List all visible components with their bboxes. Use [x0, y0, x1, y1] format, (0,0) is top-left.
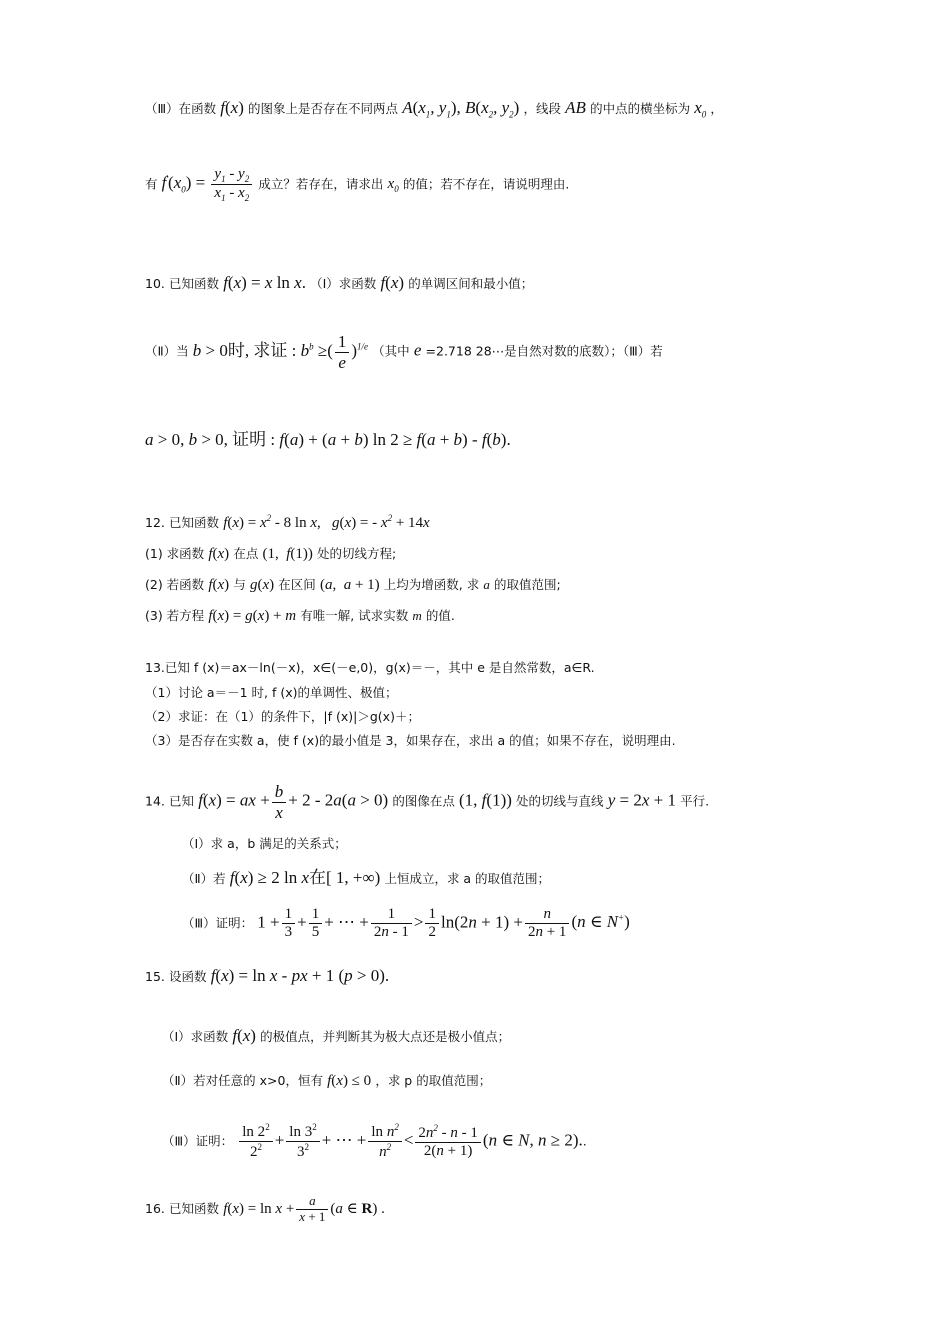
- text: 在点: [233, 546, 259, 561]
- p13-line1: （1）讨论 a＝－1 时, f (x)的单调性、极值；: [145, 685, 398, 700]
- text: ，线段: [523, 101, 561, 116]
- math-exponent: )$^{1/e}$: [351, 340, 369, 360]
- math-gt: >: [413, 912, 424, 932]
- p9-part3-line1: [145, 98, 723, 120]
- text: （Ⅲ）证明：: [182, 915, 254, 931]
- text: 的极值点，并判断其为极大点还是极小值点；: [260, 1029, 511, 1044]
- math-f-def: f(x) = ln x - px + 1 (p > 0).: [210, 966, 390, 985]
- p10-line1: [145, 273, 533, 293]
- math-point: (1, f(1)): [262, 546, 313, 562]
- text: 的值.: [425, 608, 455, 623]
- p12-sub2: [145, 576, 561, 594]
- p14-part1: （Ⅰ）求 a，b 满足的关系式；: [182, 836, 347, 851]
- math-fx: f(x): [380, 273, 405, 292]
- p15-line0: [145, 966, 389, 986]
- math-fx: f(x): [232, 1026, 256, 1045]
- problem-number: 14.: [145, 793, 165, 809]
- math-interval: (a, a + 1): [319, 577, 380, 593]
- math-frac-1-2n-1: $\frac{1}{2n - 1}$: [371, 906, 412, 942]
- math-gx: g(x): [249, 577, 275, 593]
- p13-line3: （3）是否存在实数 a，使 f (x)的最小值是 3，如果存在，求出 a 的值；如果不存在，说明理由.: [145, 733, 676, 748]
- text: 已知函数: [169, 1200, 220, 1216]
- math-frac-1-2: $\frac{1}{2}$: [425, 906, 439, 942]
- text: (2) 若函数: [145, 577, 205, 592]
- text: 成立？若存在，请求出: [258, 176, 384, 192]
- math-dots: + ⋯ +: [324, 912, 369, 932]
- text: 的图象上是否存在不同两点: [248, 101, 399, 116]
- text: ，求 p 的取值范围；: [375, 1073, 492, 1088]
- math-dots: + ⋯ +: [321, 1130, 367, 1150]
- text: （Ⅰ）求函数: [162, 1029, 229, 1044]
- math-fx: f(x): [208, 546, 230, 562]
- math-a: a: [483, 577, 490, 592]
- math-frac-1-5: $\frac{1}{5}$: [309, 906, 323, 942]
- text: 与: [233, 577, 246, 592]
- text: 的值；若不存在，请说明理由.: [402, 176, 570, 192]
- text: .: [582, 1133, 587, 1149]
- math-fx: f(x): [220, 98, 244, 117]
- text: （Ⅲ）在函数: [145, 101, 217, 116]
- math-frac-lnn: $\frac{\ln n^2}{n^2}$: [368, 1122, 401, 1162]
- p10-line2: [145, 332, 663, 372]
- problem-number: 16.: [145, 1200, 165, 1216]
- p16-line0: [145, 1194, 385, 1225]
- math-fprime-x0: $f'(x_0)$ =: [161, 173, 206, 195]
- text: ，: [710, 101, 723, 116]
- p12-sub1: [145, 545, 396, 563]
- text: (1) 求函数: [145, 546, 205, 561]
- p13-line0: 13.已知 f (x)＝ax－ln(－x)，x∈(－e,0)，g(x)＝－，其中 e 是自然常数，a∈R.: [145, 660, 595, 675]
- text: 处的切线与直线: [516, 793, 604, 809]
- text: 的单调区间和最小值；: [408, 276, 534, 291]
- math-domain: (a ∈ R) .: [330, 1200, 385, 1217]
- p9-part3-line2: [145, 166, 569, 204]
- math-ln: ln(2n + 1) +: [440, 912, 523, 932]
- text: (3) 若方程: [145, 608, 205, 623]
- math-ab: AB: [565, 98, 586, 117]
- math-points-ab: $A(x_1$, $y_1$), $B(x_2$, $y_2$): [402, 98, 520, 120]
- p15-part1: [162, 1026, 510, 1046]
- text: =2.718 28⋯是自然对数的底数）；（Ⅲ）若: [425, 343, 663, 359]
- math-f-def: f(x) = ln x +: [223, 1200, 295, 1217]
- math-domain: (n ∈ N+): [571, 912, 630, 932]
- math-f-def: f(x) = x ln x.: [223, 273, 306, 292]
- math-plus: +: [297, 912, 307, 932]
- text: 已知函数: [169, 515, 220, 530]
- math-x0: $x_0$: [387, 176, 399, 195]
- text: （Ⅲ）证明：: [162, 1133, 234, 1149]
- p13-line2: （2）求证：在（1）的条件下，|f (x)|＞g(x)＋；: [145, 709, 420, 724]
- p15-part2: [162, 1072, 491, 1090]
- p12-line0: [145, 513, 430, 532]
- math-ineq: a > 0, b > 0, 证明 : f(a) + (a + b) ln 2 ≥ f(a + b) - f(b).: [145, 430, 511, 449]
- text: （Ⅱ）若: [182, 871, 226, 886]
- math-frac-rhs: $\frac{2n^2 - n - 1}{2(n + 1)}$: [415, 1123, 481, 1161]
- text: 上恒成立，求 a 的取值范围；: [384, 871, 551, 886]
- math-fx: f(x): [208, 577, 230, 593]
- text: 的取值范围;: [494, 577, 561, 592]
- p10-line3: [145, 430, 511, 450]
- math-point: (1, f(1)): [459, 790, 512, 810]
- math-ineq: f(x) ≥ 2 ln x在[ 1, +∞): [229, 868, 381, 887]
- p14-part2: [182, 868, 550, 888]
- text: （Ⅱ）若对任意的 x>0，恒有: [162, 1073, 323, 1088]
- math-b-over-x: $\frac{b}{x}$: [272, 782, 287, 822]
- math-slope-fraction: $\frac{y_1 - y_2}{x_1 - x_2}$: [211, 166, 252, 204]
- text: 处的切线方程;: [317, 546, 397, 561]
- math-line: y = 2x + 1: [607, 790, 676, 810]
- text: 平行.: [680, 793, 710, 809]
- p14-line0: [145, 782, 709, 822]
- text: 的图像在点: [392, 793, 455, 809]
- math-frac-1-3: $\frac{1}{3}$: [282, 906, 296, 942]
- p14-part3: [182, 906, 630, 942]
- text: 有: [145, 176, 158, 192]
- text: 已知: [169, 793, 195, 809]
- math-m: m: [412, 608, 422, 623]
- text: 的中点的横坐标为: [590, 101, 691, 116]
- math-one-over-e: $\frac{1}{e}$: [335, 332, 350, 372]
- math-equation: f(x) = g(x) + m: [208, 608, 297, 624]
- text: 有唯一解, 试求实数: [300, 608, 409, 623]
- p15-part3: [162, 1122, 587, 1162]
- math-series: 1 +: [257, 912, 280, 932]
- math-frac-ln3: $\frac{\ln 3^2}{3^2}$: [286, 1122, 319, 1162]
- text: （Ⅰ）求函数: [310, 276, 377, 291]
- math-f-g-def: $f(x) = x^2 - 8$ ln x, g(x) = - $x^2 + 14x$: [223, 513, 430, 531]
- math-x0: $x_0$: [694, 98, 707, 120]
- math-f-def-rest: + 2 - 2a(a > 0): [288, 790, 389, 810]
- math-fx-leq-0: f(x) ≤ 0: [327, 1073, 372, 1089]
- math-frac-n: $\frac{n}{2n + 1}$: [525, 906, 569, 942]
- text: （Ⅱ）当: [145, 343, 189, 359]
- text: 设函数: [169, 969, 207, 984]
- math-frac-ln2: $\frac{\ln 2^2}{2^2}$: [239, 1122, 272, 1162]
- problem-number: 10.: [145, 276, 165, 291]
- math-plus: +: [274, 1130, 285, 1150]
- math-f-def: f(x) = ax +: [198, 790, 270, 810]
- math-lt: <: [403, 1130, 414, 1150]
- text: 上均为增函数, 求: [383, 577, 480, 592]
- math-b-positive: b > 0时, 求证 : $b^b$ ≥(: [192, 340, 333, 360]
- math-e: e: [413, 340, 422, 360]
- text: 在区间: [278, 577, 316, 592]
- problem-number: 12.: [145, 515, 165, 530]
- math-domain: (n ∈ N, n ≥ 2).: [482, 1130, 583, 1150]
- math-a-over-x1: $\frac{a}{x + 1}$: [296, 1194, 328, 1225]
- problem-number: 15.: [145, 969, 165, 984]
- p12-sub3: [145, 607, 455, 625]
- text: 已知函数: [169, 276, 220, 291]
- text: （其中: [372, 343, 410, 359]
